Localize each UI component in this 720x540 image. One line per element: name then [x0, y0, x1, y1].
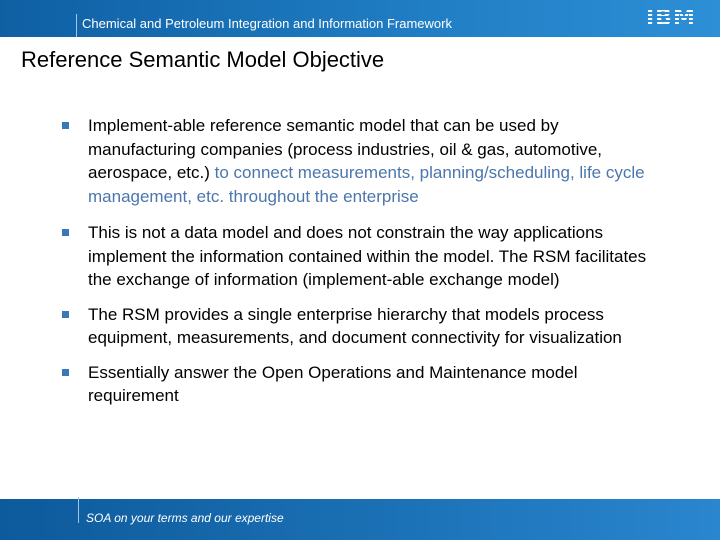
bullet-highlight-text: to connect measurements, planning/scheduling, life cycle management, etc. throughout the enterprise [88, 163, 645, 206]
bullet-item [62, 114, 662, 208]
bullet-list [62, 114, 662, 408]
square-bullet-icon [62, 311, 69, 318]
bullet-text: The RSM provides a single enterprise hierarchy that models process equipment, measurements, and document connectivity for visualization [88, 304, 622, 347]
footer-divider [78, 497, 79, 523]
footer-tagline: SOA on your terms and our expertise [86, 511, 284, 525]
framework-title: Chemical and Petroleum Integration and Information Framework [82, 16, 452, 31]
square-bullet-icon [62, 369, 69, 376]
ibm-logo-text: IBM [646, 6, 696, 31]
bullet-text: This is not a data model and does not constrain the way applications implement the information contained within the model. The RSM facilitates the exchange of information (implement-able exchange model) [88, 223, 647, 289]
slide-title: Reference Semantic Model Objective [21, 47, 385, 72]
bullet-text: Essentially answer the Open Operations and Maintenance model requirement [88, 362, 578, 405]
ibm-logo [646, 8, 698, 30]
square-bullet-icon [62, 122, 69, 129]
bullet-item [62, 303, 662, 350]
bullet-item [62, 361, 662, 408]
square-bullet-icon [62, 229, 69, 236]
bullet-item [62, 221, 662, 292]
header-divider [76, 14, 77, 37]
bullet-text: Implement-able reference semantic model that can be used by manufacturing companies (process industries, oil & gas, automotive, aerospace, etc.) [88, 116, 603, 182]
